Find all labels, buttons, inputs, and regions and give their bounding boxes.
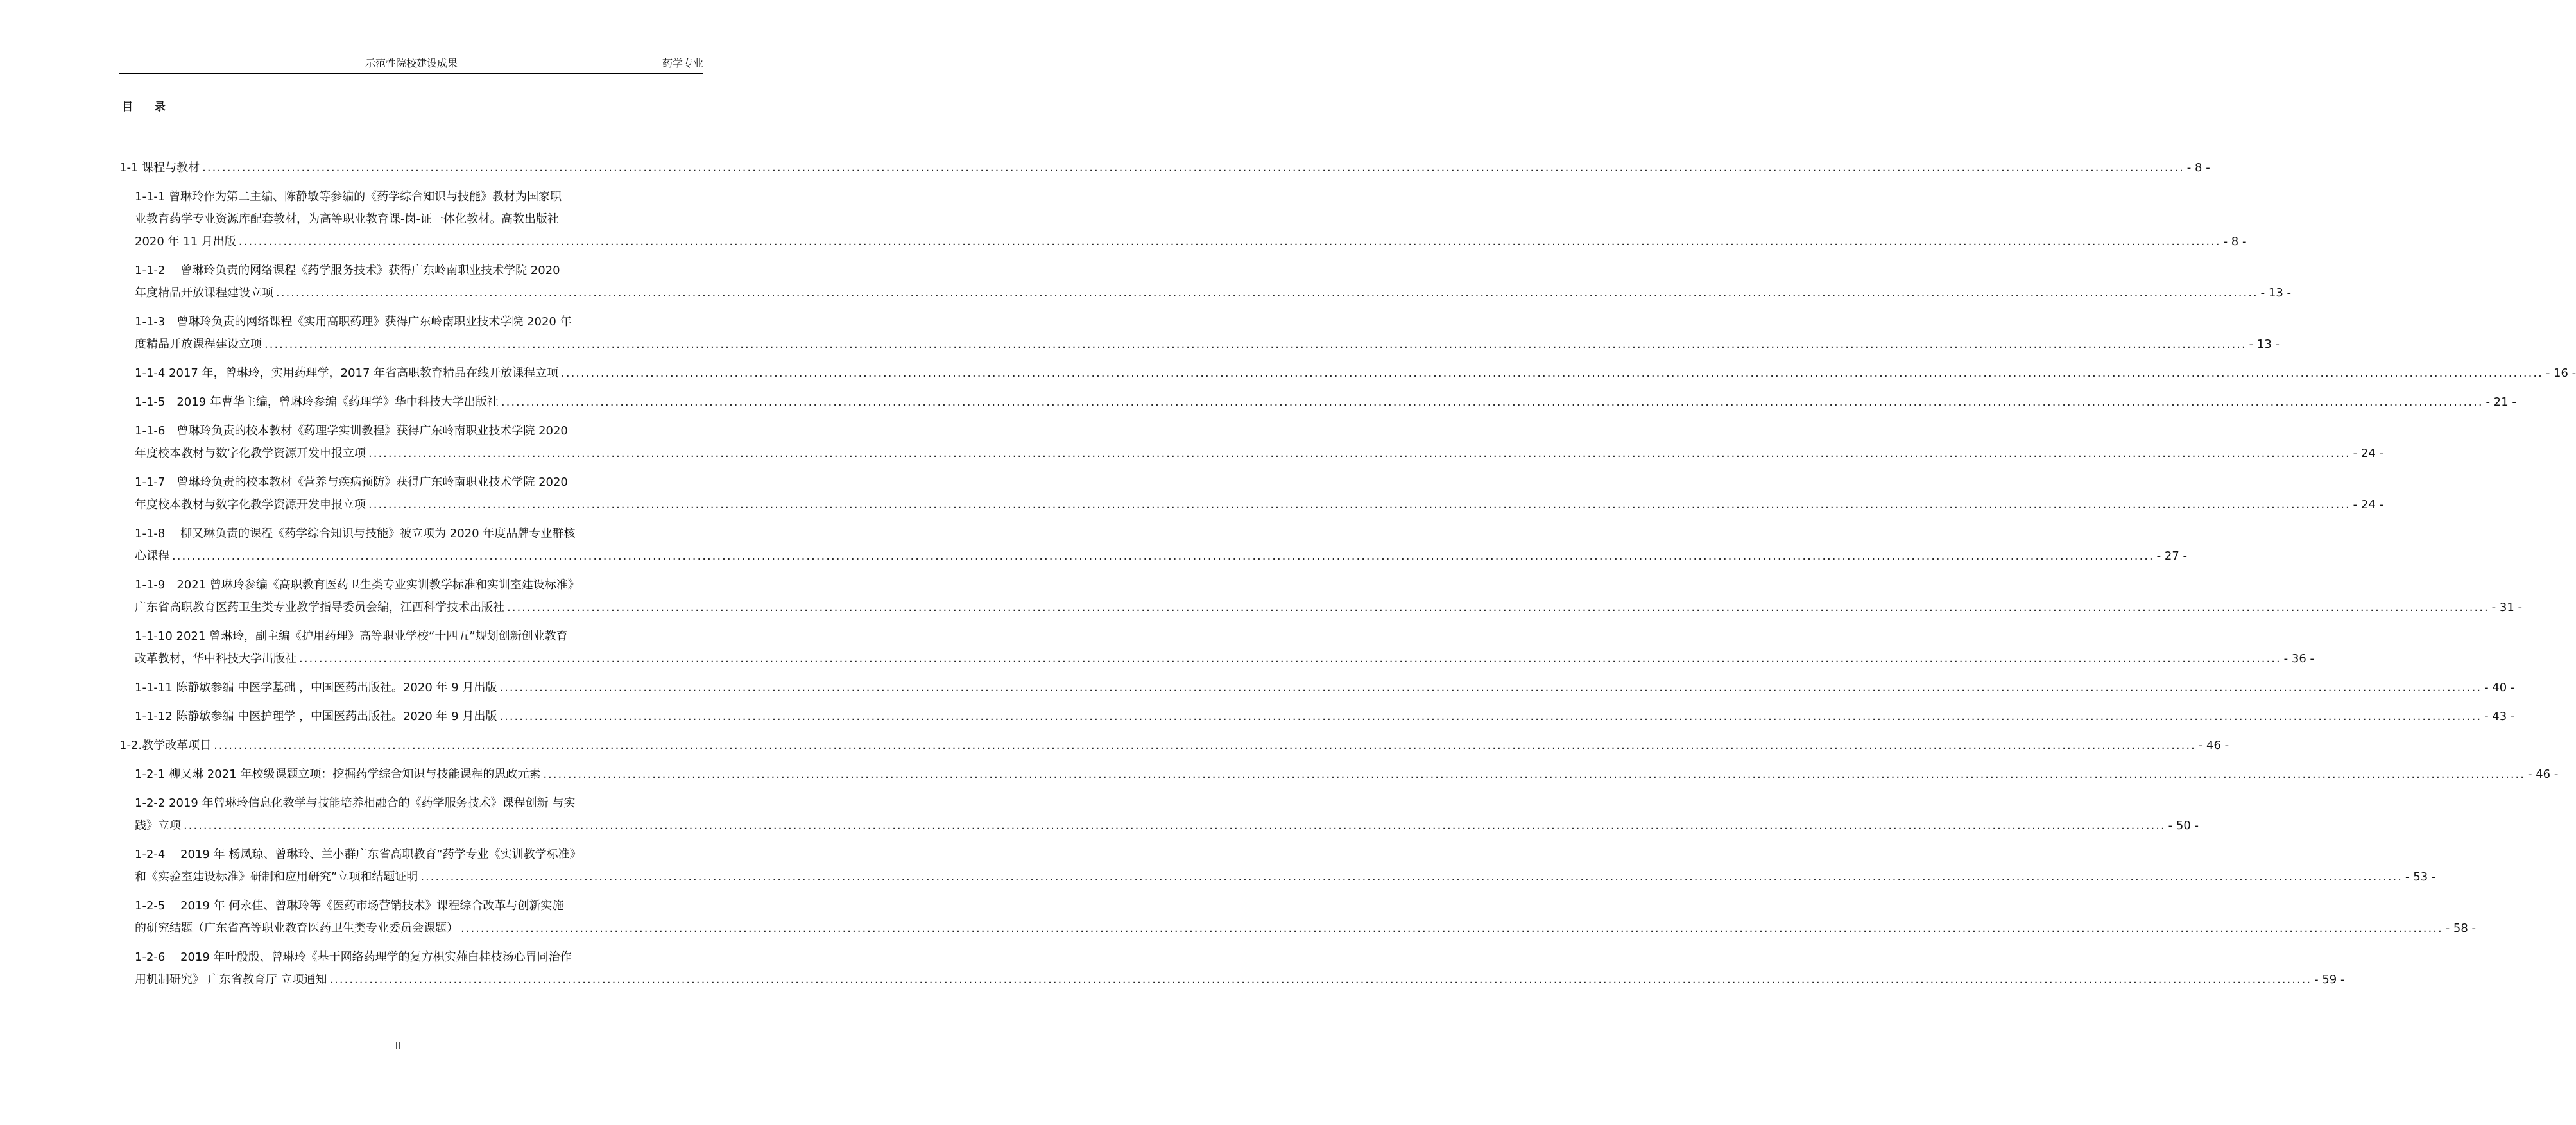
toc-entry[interactable] (135, 625, 2315, 670)
dot-leader: ................................................................................................................................................................................................................................................................................................................................................................................................................ (501, 395, 2484, 409)
toc-page-number: - 31 - (2491, 601, 2523, 614)
toc-entry[interactable] (135, 574, 2523, 619)
toc-entry-text: 1-2-4 2019 年 杨凤琼、曾琳玲、兰小群广东省高职教育“药学专业《实训教学标准》 (135, 848, 581, 861)
toc-entry[interactable] (135, 763, 2559, 786)
dot-leader: ................................................................................................................................................................................................................................................................................................................................................................................................................ (507, 601, 2489, 614)
toc-page-number: - 46 - (2528, 768, 2559, 781)
toc-entry-text: 改革教材，华中科技大学出版社 (135, 652, 296, 666)
dot-leader: ................................................................................................................................................................................................................................................................................................................................................................................................................ (461, 922, 2443, 935)
toc-entry-text: 1-1-9 2021 曾琳玲参编《高职教育医药卫生类专业实训教学标准和实训室建设标准》 (135, 578, 580, 592)
dot-leader: ................................................................................................................................................................................................................................................................................................................................................................................................................ (184, 819, 2166, 832)
toc-entry-text: 1-2-5 2019 年 何永佳、曾琳玲等《医药市场营销技术》课程综合改革与创新实施 (135, 899, 564, 913)
toc-entry-text: 的研究结题（广东省高等职业教育医药卫生类专业委员会课题） (135, 922, 458, 935)
toc-entry-text: 年度校本教材与数字化教学资源开发申报立项 (135, 498, 366, 511)
toc-page-number: - 46 - (2198, 739, 2229, 752)
toc-entry-text: 2020 年 11 月出版 (135, 235, 236, 248)
toc-page-number: - 59 - (2314, 973, 2345, 986)
toc-entry[interactable] (135, 471, 2384, 516)
toc-page-number: - 24 - (2353, 447, 2384, 460)
dot-leader: ................................................................................................................................................................................................................................................................................................................................................................................................................ (299, 652, 2281, 666)
toc-page-number: - 13 - (2260, 286, 2292, 300)
page-header (119, 54, 703, 74)
toc-entry[interactable] (119, 734, 2229, 757)
toc-entry-text: 1-1-11 陈静敏参编 中医学基础 ，中国医药出版社。2020 年 9 月出版 (135, 681, 497, 694)
toc-entry-text: 1-1-12 陈静敏参编 中医护理学 ，中国医药出版社。2020 年 9 月出版 (135, 710, 497, 723)
toc-entry-text: 广东省高职教育医药卫生类专业教学指导委员会编，江西科学技术出版社 (135, 601, 504, 614)
toc-page-number: - 8 - (2186, 161, 2210, 175)
toc-entry-text: 1-2-2 2019 年曾琳玲信息化教学与技能培养相融合的《药学服务技术》课程创新 与实 (135, 796, 576, 810)
toc-entry-text: 年度精品开放课程建设立项 (135, 286, 273, 300)
toc-entry[interactable] (135, 391, 2516, 413)
toc-entry-text: 践》立项 (135, 819, 181, 832)
toc-entry-text: 年度校本教材与数字化教学资源开发申报立项 (135, 447, 366, 460)
toc-entry[interactable] (135, 259, 2292, 304)
toc-page-number: - 50 - (2168, 819, 2199, 832)
toc-entry[interactable] (135, 311, 2280, 356)
toc-entry[interactable] (135, 420, 2384, 465)
toc-entry-text: 度精品开放课程建设立项 (135, 338, 262, 351)
dot-leader: ................................................................................................................................................................................................................................................................................................................................................................................................................ (276, 286, 2258, 300)
toc-page-number: - 40 - (2484, 681, 2515, 694)
dot-leader: ................................................................................................................................................................................................................................................................................................................................................................................................................ (202, 161, 2185, 175)
toc-entry-text: 1-1-2 曾琳玲负责的网络课程《药学服务技术》获得广东岭南职业技术学院 2020 (135, 264, 560, 277)
toc-entry[interactable] (135, 185, 2247, 253)
toc-entry[interactable] (119, 157, 2210, 179)
toc-entry-text: 1-1-4 2017 年，曾琳玲，实用药理学，2017 年省高职教育精品在线开放课程立项 (135, 366, 559, 380)
toc-entry[interactable] (135, 676, 2515, 699)
toc-entry-text: 1-1-1 曾琳玲作为第二主编、陈静敏等参编的《药学综合知识与技能》教材为国家职 (135, 190, 562, 203)
dot-leader: ................................................................................................................................................................................................................................................................................................................................................................................................................ (368, 498, 2351, 511)
toc-entry-text: 1-1 课程与教材 (119, 161, 200, 175)
toc-entry[interactable] (135, 705, 2515, 728)
toc-page-number: - 24 - (2353, 498, 2384, 511)
toc-entry-text: 1-1-3 曾琳玲负责的网络课程《实用高职药理》获得广东岭南职业技术学院 2020 年 (135, 315, 572, 329)
toc-title: 目 录 (122, 101, 175, 114)
toc-entry-text: 1-1-5 2019 年曹华主编，曾琳玲参编《药理学》华中科技大学出版社 (135, 395, 499, 409)
toc-entry-text: 1-1-7 曾琳玲负责的校本教材《营养与疾病预防》获得广东岭南职业技术学院 2020 (135, 476, 568, 489)
dot-leader: ................................................................................................................................................................................................................................................................................................................................................................................................................ (499, 681, 2482, 694)
dot-leader: ................................................................................................................................................................................................................................................................................................................................................................................................................ (561, 366, 2543, 380)
toc-entry-text: 1-2-1 柳又琳 2021 年校级课题立项：挖掘药学综合知识与技能课程的思政元素 (135, 768, 541, 781)
dot-leader: ................................................................................................................................................................................................................................................................................................................................................................................................................ (214, 739, 2196, 752)
toc-entry-text: 心课程 (135, 549, 169, 563)
toc-entry-text: 1-2-6 2019 年叶殷殷、曾琳玲《基于网络药理学的复方枳实薤白桂枝汤心胃同治作 (135, 950, 572, 964)
toc-entry[interactable] (135, 843, 2436, 888)
dot-leader: ................................................................................................................................................................................................................................................................................................................................................................................................................ (543, 768, 2525, 781)
toc-entry[interactable] (135, 522, 2188, 567)
dot-leader: ................................................................................................................................................................................................................................................................................................................................................................................................................ (264, 338, 2247, 351)
dot-leader: ................................................................................................................................................................................................................................................................................................................................................................................................................ (172, 549, 2154, 563)
page-number: II (395, 1041, 401, 1051)
toc-entry-text: 1-2.教学改革项目 (119, 739, 212, 752)
table-of-contents (119, 157, 2576, 997)
toc-entry[interactable] (135, 362, 2576, 384)
toc-page-number: - 16 - (2545, 366, 2576, 380)
dot-leader: ................................................................................................................................................................................................................................................................................................................................................................................................................ (420, 870, 2403, 884)
toc-page-number: - 13 - (2249, 338, 2280, 351)
toc-entry-text: 1-1-10 2021 曾琳玲，副主编《护用药理》高等职业学校“十四五”规划创新创业教育 (135, 630, 568, 643)
dot-leader: ................................................................................................................................................................................................................................................................................................................................................................................................................ (329, 973, 2312, 986)
toc-entry-text: 业教育药学专业资源库配套教材，为高等职业教育课-岗-证一体化教材。高教出版社 (135, 212, 559, 226)
toc-page-number: - 21 - (2486, 395, 2516, 409)
toc-entry[interactable] (135, 895, 2477, 940)
toc-page-number: - 8 - (2223, 235, 2247, 248)
toc-entry-text: 1-1-8 柳又琳负责的课程《药学综合知识与技能》被立项为 2020 年度品牌专业群核 (135, 527, 576, 540)
toc-entry[interactable] (135, 792, 2199, 837)
header-major: 药学专业 (662, 57, 703, 69)
dot-leader: ................................................................................................................................................................................................................................................................................................................................................................................................................ (368, 447, 2351, 460)
toc-entry-text: 和《实验室建设标准》研制和应用研究”立项和结题证明 (135, 870, 418, 884)
header-title: 示范性院校建设成果 (365, 57, 458, 69)
dot-leader: ................................................................................................................................................................................................................................................................................................................................................................................................................ (499, 710, 2482, 723)
toc-page-number: - 43 - (2484, 710, 2515, 723)
toc-entry[interactable] (135, 946, 2345, 991)
toc-entry-text: 1-1-6 曾琳玲负责的校本教材《药理学实训教程》获得广东岭南职业技术学院 2020 (135, 424, 568, 438)
toc-page-number: - 27 - (2156, 549, 2188, 563)
dot-leader: ................................................................................................................................................................................................................................................................................................................................................................................................................ (238, 235, 2221, 248)
toc-page-number: - 36 - (2283, 652, 2315, 666)
toc-entry-text: 用机制研究》 广东省教育厅 立项通知 (135, 973, 327, 986)
toc-page-number: - 53 - (2405, 870, 2436, 884)
toc-page-number: - 58 - (2445, 922, 2477, 935)
